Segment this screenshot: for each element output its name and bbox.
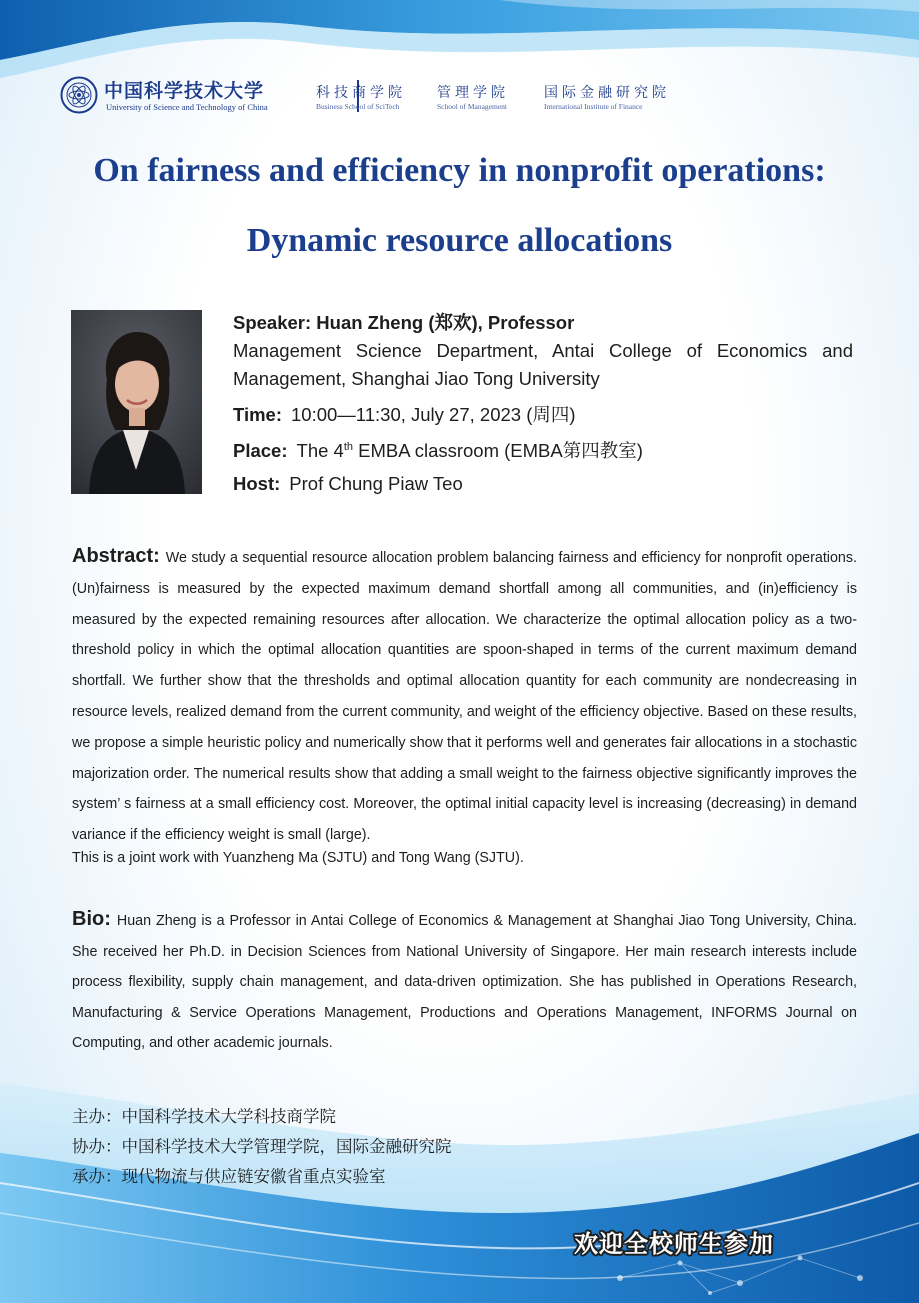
host-label: Host: xyxy=(233,473,281,494)
speaker-photo xyxy=(71,310,202,494)
talk-title-line2: Dynamic resource allocations xyxy=(246,222,673,259)
abstract-text: We study a sequential resource allocation problem balancing fairness and efficiency for nonprofit operations. (Un)fairness is measured by the expected maximum demand shortfall among all communities, and (in)efficiency is measured by the expected remaining resources after allocation. We characterize the optimal allocation policy as a two-threshold policy in which the optimal allocation quantities are spoon-shaped in terms of the current maximum demand shortfall. We further show that the thresholds and optimal allocation quantity for each community are nondecreasing in resource levels, realized demand from the current community, and weight of the efficiency objective. Based on these results, we propose a simple heuristic policy and numerically show that it performs well and generates fair allocations in a stochastic majorization order. The numerical results show that adding a small weight to the fairness objective significantly improves the system’ s fairness at a small efficiency cost. Moreover, the optimal initial capacity level is increasing (decreasing) in demand variance if the efficiency weight is small (large). xyxy=(72,550,857,844)
welcome-banner: 欢迎全校师生参加 xyxy=(574,1229,774,1258)
school-name-cn: 国际金融研究院 xyxy=(544,85,670,101)
host-value: Prof Chung Piaw Teo xyxy=(289,473,463,494)
university-emblem-icon xyxy=(60,76,98,114)
talk-title-line1: On fairness and efficiency in nonprofit operations: xyxy=(93,152,826,189)
school-name-en: School of Management xyxy=(437,102,507,111)
bio-label: Bio: xyxy=(72,908,111,930)
time-line xyxy=(233,401,853,427)
place-label: Place: xyxy=(233,440,288,461)
host-line xyxy=(233,473,853,495)
school-name-cn: 科技商学院 xyxy=(316,85,406,101)
speaker-affiliation: Management Science Department, Antai College of Economics and Management, Shanghai Jiao Tong University xyxy=(233,340,853,389)
university-name-cn: 中国科学技术大学 xyxy=(104,80,265,102)
school-name-en: Business School of SciTech xyxy=(316,102,400,111)
organizer-co-host-line: 协办：中国科学技术大学管理学院，国际金融研究院 xyxy=(72,1138,452,1156)
speaker-line: Speaker: Huan Zheng (郑欢), Professor xyxy=(233,312,575,333)
abstract-label: Abstract: xyxy=(72,545,160,567)
bio-text: Huan Zheng is a Professor in Antai College of Economics & Management at Shanghai Jiao Tong University, China. She received her Ph.D. in Decision Sciences from National University of Singapore. Her main research interests include process flexibility, supply chain management, and data-driven optimization. She has published in Operations Research, Manufacturing & Service Operations Management, Productions and Operations Management, INFORMS Journal on Computing, and other academic journals. xyxy=(72,913,857,1051)
organizers-list xyxy=(72,1102,452,1192)
place-value: The 4th EMBA classroom (EMBA第四教室) xyxy=(296,440,643,461)
place-line xyxy=(233,437,853,463)
organizer-host-line: 主办：中国科学技术大学科技商学院 xyxy=(72,1108,336,1126)
bio-paragraph xyxy=(72,904,857,1059)
organizer-undertaker-line: 承办：现代物流与供应链安徽省重点实验室 xyxy=(72,1168,386,1186)
university-name-en: University of Science and Technology of China xyxy=(106,102,268,112)
time-value: 10:00—11:30, July 27, 2023 (周四) xyxy=(291,404,576,425)
school-management xyxy=(437,84,509,112)
school-name-en: International Institute of Finance xyxy=(544,102,643,111)
joint-work-note: This is a joint work with Yuanzheng Ma (SJTU) and Tong Wang (SJTU). xyxy=(72,850,524,866)
school-name-cn: 管理学院 xyxy=(437,85,509,101)
time-label: Time: xyxy=(233,404,283,425)
header xyxy=(60,74,700,118)
abstract-paragraph xyxy=(72,541,857,851)
school-finance xyxy=(544,84,670,112)
school-business-scitech xyxy=(316,84,406,112)
